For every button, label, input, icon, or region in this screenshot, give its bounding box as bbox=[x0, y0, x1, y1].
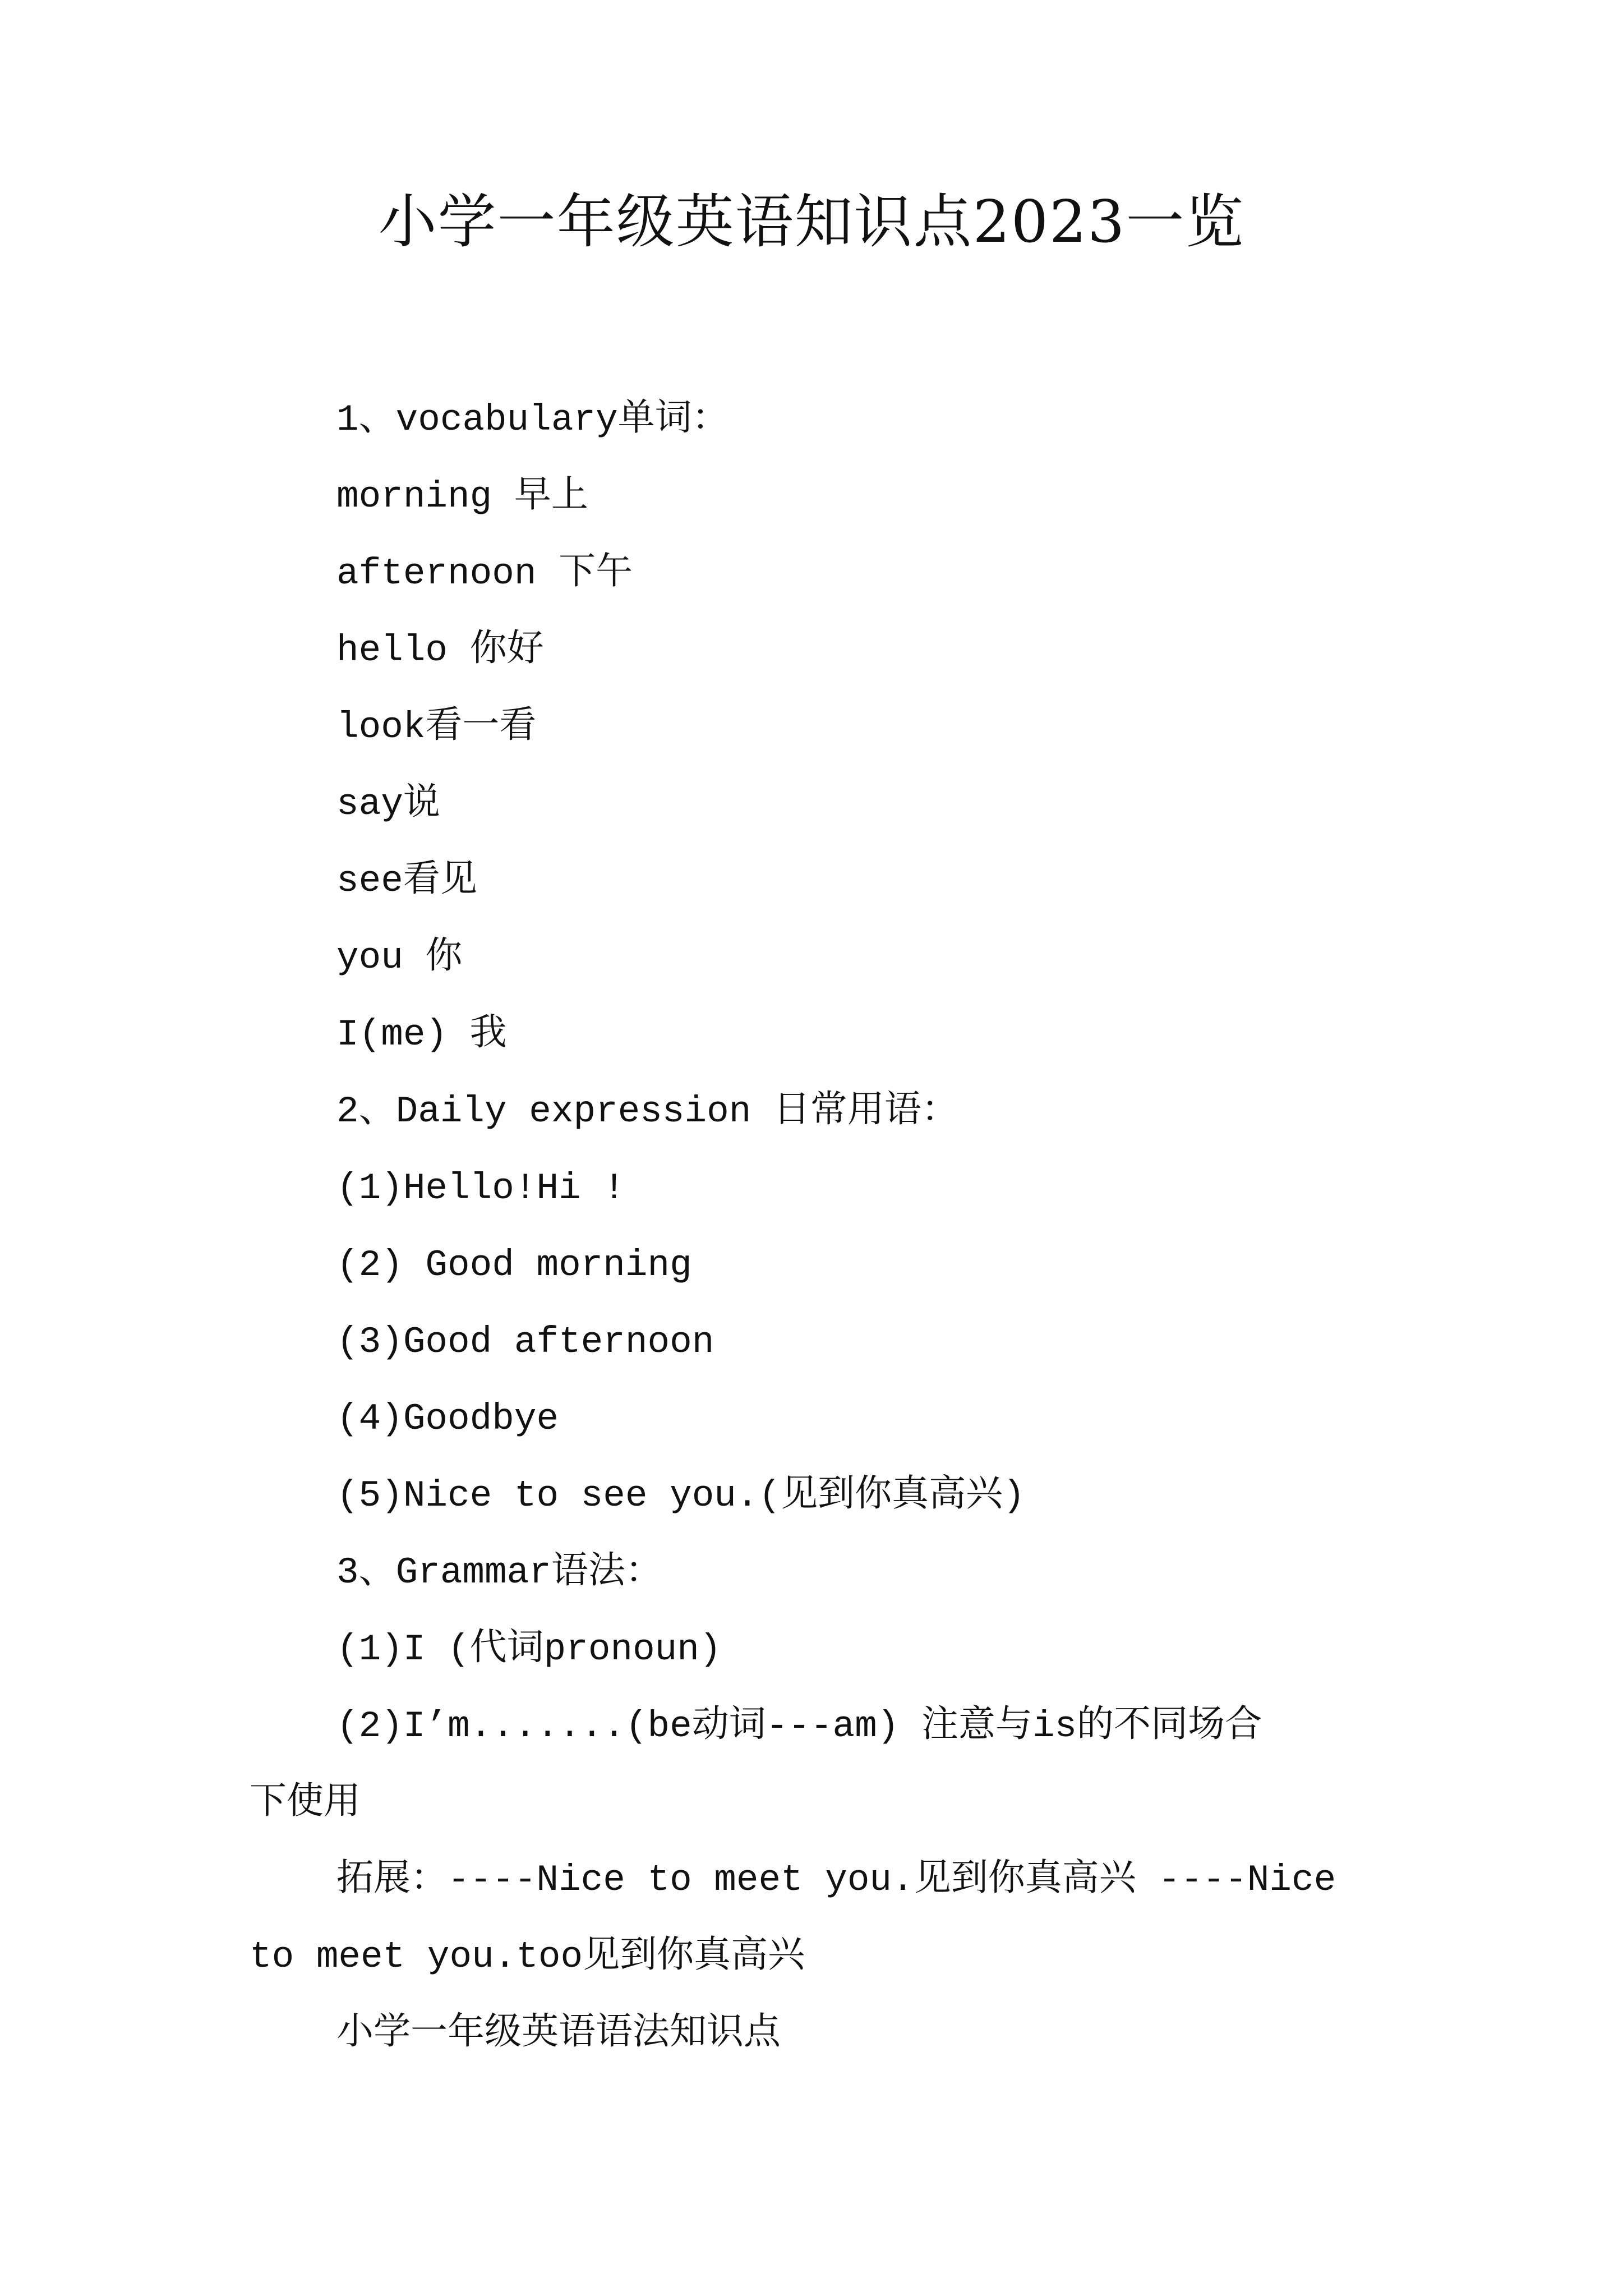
document-title: 小学一年级英语知识点2023一览 bbox=[378, 187, 1245, 256]
vocab-item: say说 bbox=[336, 783, 440, 825]
section-heading-vocabulary: 1、vocabulary单词： bbox=[336, 399, 729, 441]
vocab-item: morning 早上 bbox=[336, 476, 588, 518]
extension-paragraph-continuation: to meet you.too见到你真高兴 bbox=[250, 1936, 805, 1978]
extension-paragraph: 拓展：----Nice to meet you.见到你真高兴 ----Nice bbox=[336, 1859, 1336, 1901]
expression-item: (3)Good afternoon bbox=[336, 1321, 714, 1363]
subsection-heading: 小学一年级英语语法知识点 bbox=[336, 2013, 781, 2055]
grammar-item: (1)I (代词pronoun) bbox=[336, 1628, 722, 1671]
vocab-item: afternoon 下午 bbox=[336, 553, 633, 595]
section-heading-daily-expression: 2、Daily expression 日常用语： bbox=[336, 1091, 958, 1133]
vocab-item: see看见 bbox=[336, 860, 477, 902]
vocab-item: hello 你好 bbox=[336, 629, 544, 671]
vocab-item: look看一看 bbox=[336, 706, 537, 748]
section-heading-grammar: 3、Grammar语法： bbox=[336, 1552, 662, 1594]
expression-item: (5)Nice to see you.(见到你真高兴) bbox=[336, 1475, 1025, 1517]
document-body bbox=[250, 381, 1394, 2072]
grammar-item: (2)I’m.......(be动词---am) 注意与is的不同场合 bbox=[336, 1705, 1262, 1747]
vocab-item: I(me) 我 bbox=[336, 1014, 507, 1056]
expression-item: (1)Hello!Hi ! bbox=[336, 1167, 625, 1209]
expression-item: (4)Goodbye bbox=[336, 1398, 559, 1440]
vocab-item: you 你 bbox=[336, 937, 463, 979]
grammar-item-continuation: 下使用 bbox=[250, 1782, 361, 1824]
expression-item: (2) Good morning bbox=[336, 1244, 692, 1286]
